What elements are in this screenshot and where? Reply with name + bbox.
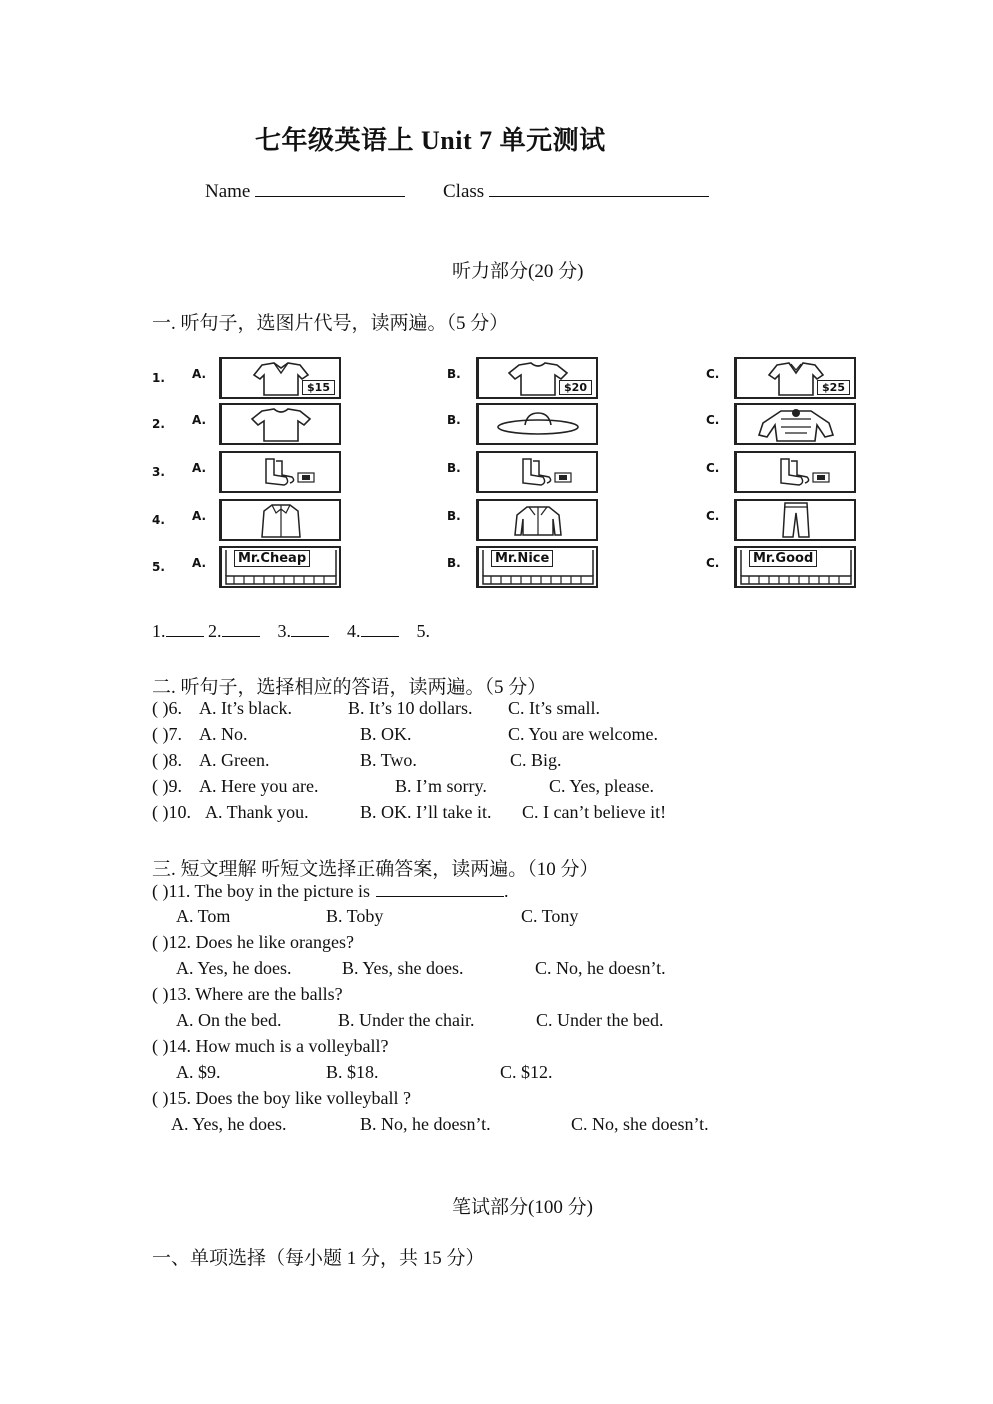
picture-row-number: 2. [152, 417, 165, 431]
question-number: ( )8. [152, 750, 182, 770]
option-c[interactable]: C. It’s small. [508, 698, 601, 718]
question-text: Does the boy like volleyball ? [195, 1088, 411, 1108]
picture-row-number: 4. [152, 513, 165, 527]
picture-option[interactable] [476, 357, 598, 399]
part1-heading: 一. 听句子，选图片代号，读两遍。（5 分） [152, 313, 509, 334]
answer-label: 4. [347, 621, 361, 641]
option-b[interactable]: B. Yes, she does. [342, 958, 464, 978]
option-a[interactable]: A. $9. [176, 1062, 221, 1082]
option-c[interactable]: C. $12. [500, 1062, 553, 1082]
question-number: ( )15. [152, 1088, 196, 1108]
question-number: ( )10. [152, 802, 191, 822]
option-b[interactable]: B. No, he doesn’t. [360, 1114, 491, 1134]
question-stem [152, 1088, 411, 1109]
picture-option-letter: A. [192, 556, 207, 570]
picture-option[interactable] [734, 403, 856, 445]
question-number: ( )7. [152, 724, 182, 744]
answer-label: 3. [277, 621, 291, 641]
option-b[interactable]: B. I’m sorry. [395, 776, 487, 796]
option-c[interactable]: C. No, he doesn’t. [535, 958, 666, 978]
picture-row-number: 1. [152, 371, 165, 385]
class-label: Class [443, 181, 485, 202]
part1-answer-line [152, 620, 430, 642]
written-part1-heading: 一、单项选择（每小题 1 分，共 15 分） [152, 1248, 485, 1269]
picture-option-letter: B. [447, 367, 461, 381]
picture-option-letter: C. [706, 413, 720, 427]
price-tag: $25 [817, 380, 850, 395]
name-label: Name [205, 181, 251, 202]
picture-option-letter: B. [447, 461, 461, 475]
option-b[interactable]: B. $18. [326, 1062, 379, 1082]
option-b[interactable]: B. OK. [360, 724, 412, 744]
option-c[interactable]: C. Tony [521, 906, 579, 926]
page-title: 七年级英语上 Unit 7 单元测试 [255, 126, 606, 155]
question-number: ( )14. [152, 1036, 196, 1056]
price-tag: $15 [302, 380, 335, 395]
picture-option[interactable] [219, 546, 341, 588]
socks-icon [222, 453, 340, 491]
shop-sign: Mr.Nice [491, 550, 553, 567]
question-text: Does he like oranges? [195, 932, 354, 952]
picture-option[interactable] [734, 357, 856, 399]
shop-sign: Mr.Good [749, 550, 817, 567]
picture-option[interactable] [476, 451, 598, 493]
written-heading: 笔试部分(100 分) [452, 1197, 593, 1218]
option-c[interactable]: C. Big. [510, 750, 562, 770]
answer-label: 1. [152, 621, 166, 641]
answer-blank[interactable] [361, 620, 399, 637]
picture-option-letter: A. [192, 367, 207, 381]
option-a[interactable]: A. Yes, he does. [176, 958, 292, 978]
class-field[interactable] [443, 178, 709, 203]
socks-icon [479, 453, 597, 491]
option-b[interactable]: B. Two. [360, 750, 417, 770]
shop-sign: Mr.Cheap [234, 550, 310, 567]
answer-label: 2. [208, 621, 222, 641]
option-a[interactable]: A. No. [199, 724, 248, 744]
option-c[interactable]: C. Yes, please. [549, 776, 655, 796]
question-number: ( )12. [152, 932, 196, 952]
question-stem [152, 1036, 388, 1057]
picture-option-letter: A. [192, 461, 207, 475]
picture-option-letter: A. [192, 509, 207, 523]
answer-blank[interactable] [166, 620, 204, 637]
name-field[interactable] [205, 178, 405, 203]
picture-option-letter: A. [192, 413, 207, 427]
socks-icon [737, 453, 855, 491]
picture-option[interactable] [734, 546, 856, 588]
picture-option-letter: C. [706, 367, 720, 381]
question-number: ( )9. [152, 776, 182, 796]
option-c[interactable]: C. No, she doesn’t. [571, 1114, 709, 1134]
question-text: The boy in the picture is [194, 881, 370, 901]
question-end: . [503, 881, 509, 901]
picture-option[interactable] [219, 403, 341, 445]
tshirt-icon [222, 405, 340, 443]
picture-option-letter: B. [447, 556, 461, 570]
picture-option[interactable] [476, 499, 598, 541]
option-b[interactable]: B. OK. I’ll take it. [360, 802, 492, 822]
name-blank[interactable] [255, 178, 405, 197]
answer-blank[interactable] [291, 620, 329, 637]
picture-option-letter: C. [706, 556, 720, 570]
option-b[interactable]: B. Under the chair. [338, 1010, 475, 1030]
option-a[interactable]: A. On the bed. [176, 1010, 282, 1030]
question-stem [152, 880, 508, 902]
coat-icon [222, 501, 340, 539]
question-number: ( )6. [152, 698, 182, 718]
option-a[interactable]: A. Here you are. [199, 776, 319, 796]
question-text: Where are the balls? [195, 984, 343, 1004]
part3-heading: 三. 短文理解 听短文选择正确答案，读两遍。（10 分） [152, 859, 599, 880]
option-c[interactable]: C. I can’t believe it! [522, 802, 667, 822]
price-tag: $20 [559, 380, 592, 395]
trousers-icon [737, 501, 855, 539]
picture-option-letter: C. [706, 461, 720, 475]
question-stem [152, 932, 354, 953]
answer-blank[interactable] [222, 620, 260, 637]
question-stem [152, 984, 343, 1005]
picture-row-number: 5. [152, 560, 165, 574]
question-number: ( )13. [152, 984, 196, 1004]
option-b[interactable]: B. It’s 10 dollars. [348, 698, 473, 718]
picture-option-letter: B. [447, 509, 461, 523]
option-b[interactable]: B. Toby [326, 906, 384, 926]
listening-heading: 听力部分(20 分) [452, 261, 584, 282]
jacket-icon [479, 501, 597, 539]
question-text: How much is a volleyball? [195, 1036, 389, 1056]
picture-option-letter: B. [447, 413, 461, 427]
picture-row-number: 3. [152, 465, 165, 479]
question-number: ( )11. [152, 881, 195, 901]
option-a[interactable]: A. It’s black. [199, 698, 292, 718]
part2-heading: 二. 听句子，选择相应的答语，读两遍。（5 分） [152, 677, 547, 698]
sweater-icon [737, 405, 855, 443]
option-a[interactable]: A. Tom [176, 906, 231, 926]
option-c[interactable]: C. Under the bed. [536, 1010, 664, 1030]
answer-blank[interactable] [376, 880, 504, 897]
picture-option[interactable] [476, 546, 598, 588]
picture-option[interactable] [219, 357, 341, 399]
option-c[interactable]: C. You are welcome. [508, 724, 658, 744]
answer-label: 5. [416, 621, 430, 641]
picture-option[interactable] [734, 499, 856, 541]
picture-option[interactable] [476, 403, 598, 445]
option-a[interactable]: A. Green. [199, 750, 270, 770]
option-a[interactable]: A. Yes, he does. [171, 1114, 287, 1134]
picture-option-letter: C. [706, 509, 720, 523]
picture-option[interactable] [734, 451, 856, 493]
class-blank[interactable] [489, 178, 709, 197]
option-a[interactable]: A. Thank you. [205, 802, 309, 822]
picture-option[interactable] [219, 499, 341, 541]
picture-option[interactable] [219, 451, 341, 493]
hat-icon [479, 405, 597, 443]
